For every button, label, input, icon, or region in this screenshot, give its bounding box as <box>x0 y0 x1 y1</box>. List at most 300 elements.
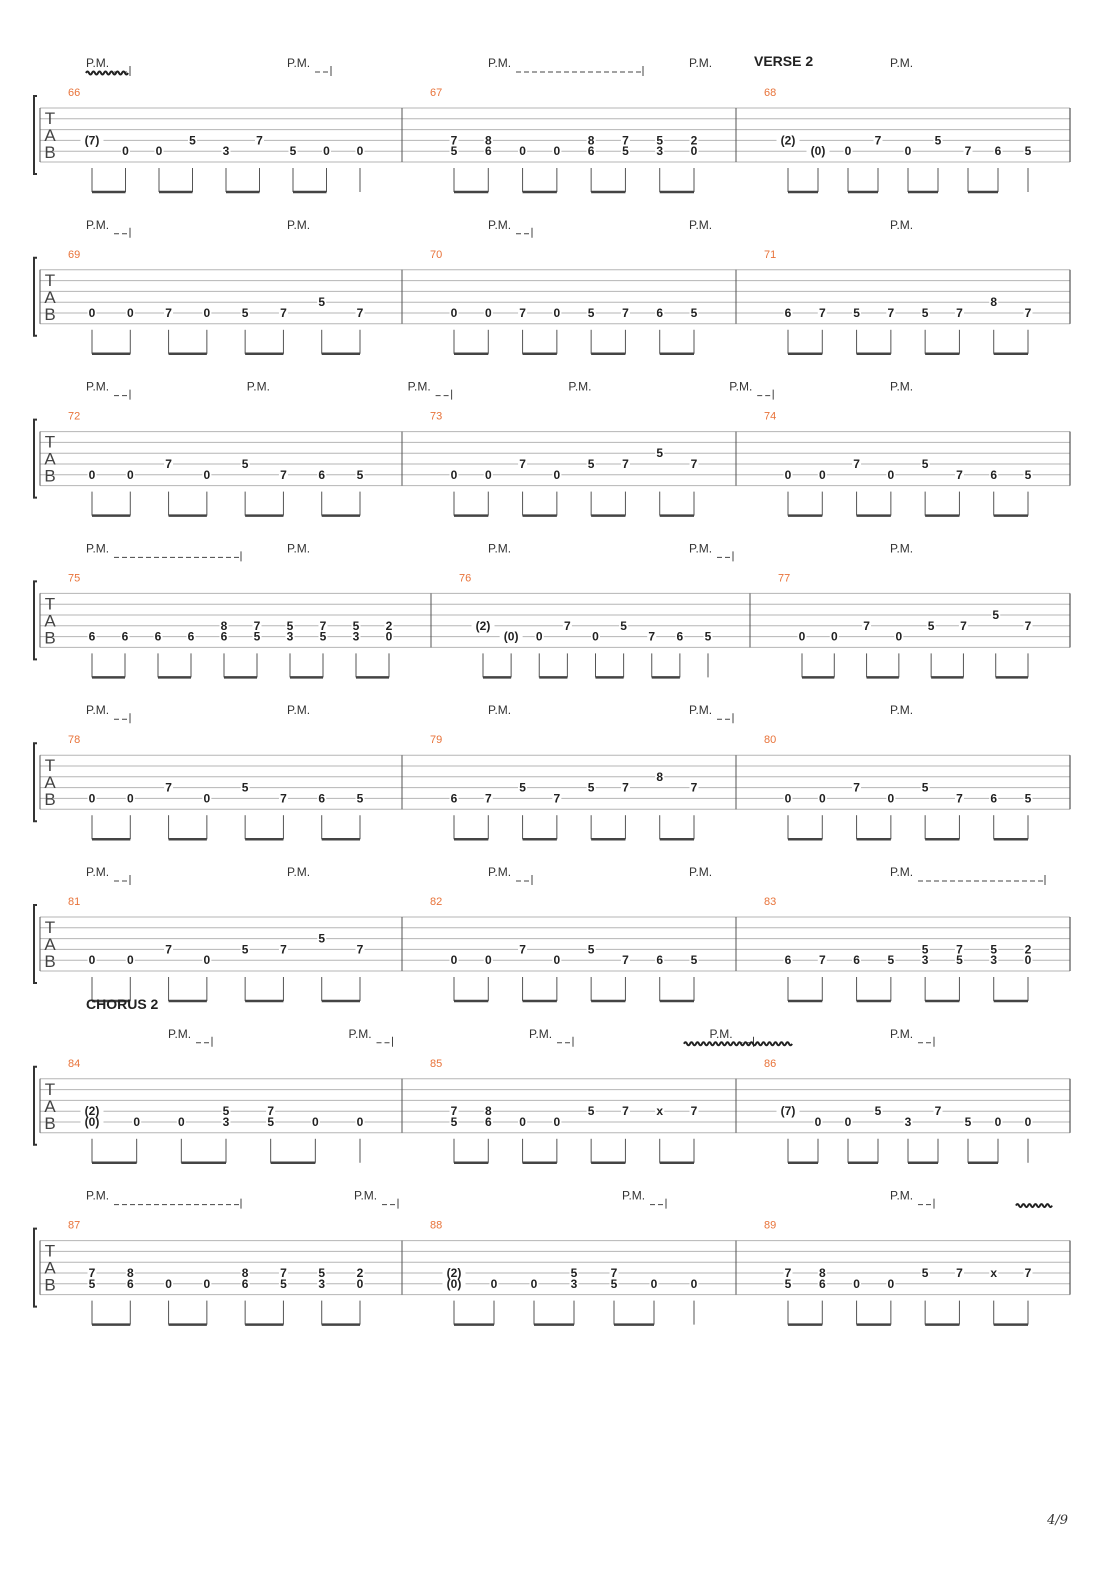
fret-number: 7 <box>622 133 629 148</box>
fret-number: 5 <box>289 144 297 159</box>
tab-clef-letter: T <box>44 1079 56 1099</box>
palm-mute-label: P.M. <box>890 217 914 232</box>
fret-number: 5 <box>622 144 629 159</box>
fret-number: 6 <box>990 791 998 806</box>
fret-number: (0) <box>446 1276 462 1291</box>
fret-number: (7) <box>780 1104 796 1119</box>
fret-number: 5 <box>921 942 929 957</box>
palm-mute-label: P.M. <box>86 217 110 232</box>
measure-number: 79 <box>430 734 443 747</box>
fret-number: 0 <box>1024 953 1032 968</box>
fret-number: 5 <box>319 629 327 644</box>
fret-number: 6 <box>587 144 595 159</box>
palm-mute-label: P.M. <box>890 56 914 70</box>
tab-system <box>34 551 1070 677</box>
tab-clef-letter: T <box>44 594 56 614</box>
tab-clef-letter: B <box>44 628 56 648</box>
fret-number: 0 <box>895 629 903 644</box>
fret-number: 5 <box>656 133 664 148</box>
section-label: CHORUS 2 <box>86 995 159 1012</box>
fret-number: 5 <box>253 629 261 644</box>
fret-number: 0 <box>530 1276 538 1291</box>
fret-number: 7 <box>622 780 629 795</box>
fret-number: 5 <box>450 144 458 159</box>
fret-number: 5 <box>450 1115 458 1129</box>
measure-number: 84 <box>68 1057 81 1070</box>
palm-mute-label: P.M. <box>488 703 512 718</box>
tab-system <box>34 713 1070 839</box>
tab-clef-letter: B <box>44 1113 56 1133</box>
tab-clef-letter: B <box>44 790 56 810</box>
fret-number: 7 <box>956 942 963 957</box>
system-bracket <box>34 258 37 336</box>
fret-number: 8 <box>241 1266 249 1280</box>
fret-number: 5 <box>222 1104 230 1119</box>
fret-number: 0 <box>126 953 134 968</box>
fret-number: 5 <box>570 1266 578 1280</box>
fret-number: 7 <box>356 306 364 320</box>
measure-number: 74 <box>764 410 777 423</box>
measure-number: 81 <box>68 896 81 908</box>
palm-mute-label: P.M. <box>689 541 713 556</box>
system-bracket <box>34 581 37 659</box>
fret-number: 7 <box>450 133 458 148</box>
fret-number: 7 <box>519 457 526 471</box>
fret-number: 7 <box>519 306 526 320</box>
fret-number: 7 <box>280 942 287 957</box>
fret-number: 0 <box>853 1276 860 1291</box>
vibrato-mark <box>684 1042 792 1045</box>
fret-number: 0 <box>553 306 561 320</box>
fret-number: 5 <box>587 306 595 320</box>
fret-number: 3 <box>904 1115 912 1129</box>
tab-clef-letter: A <box>44 449 56 469</box>
fret-number: 6 <box>784 306 792 320</box>
fret-number: 7 <box>853 457 860 471</box>
fret-number: 0 <box>450 953 458 968</box>
tab-clef-letter: A <box>44 1258 56 1278</box>
fret-number: 7 <box>519 942 526 957</box>
palm-mute-label: P.M. <box>689 56 713 70</box>
palm-mute-label: P.M. <box>890 379 914 394</box>
fret-number: 0 <box>830 629 838 644</box>
fret-number: 7 <box>690 457 698 471</box>
fret-number: 7 <box>818 306 826 320</box>
palm-mute-label: P.M. <box>287 541 311 556</box>
fret-number: 5 <box>610 1276 618 1291</box>
fret-number: 2 <box>385 618 393 633</box>
tab-system <box>34 1199 1070 1325</box>
fret-number: 5 <box>964 1115 972 1129</box>
fret-number: 6 <box>318 467 326 482</box>
page-number: 4/9 <box>1047 1513 1068 1528</box>
fret-number: 0 <box>126 467 134 482</box>
fret-number: 0 <box>784 467 792 482</box>
fret-number: 7 <box>956 791 963 806</box>
fret-number: 7 <box>280 306 287 320</box>
fret-number: 7 <box>887 306 895 320</box>
fret-number: 0 <box>553 144 561 159</box>
fret-number: 5 <box>1024 144 1032 159</box>
fret-number: 6 <box>484 1115 492 1129</box>
measure-number: 80 <box>764 734 777 747</box>
palm-mute-label: P.M. <box>86 56 110 70</box>
fret-number: 0 <box>553 953 561 968</box>
fret-number: 6 <box>818 1276 826 1291</box>
palm-mute-label: P.M. <box>287 703 311 718</box>
fret-number: 5 <box>318 931 326 946</box>
fret-number: x <box>656 1104 664 1119</box>
fret-number: 0 <box>592 629 599 644</box>
fret-number: 8 <box>656 769 664 784</box>
fret-number: 6 <box>121 629 129 644</box>
palm-mute-label: P.M. <box>86 1188 110 1203</box>
fret-number: 0 <box>553 467 561 482</box>
fret-number: 7 <box>165 457 172 471</box>
fret-number: 7 <box>280 1266 287 1280</box>
fret-number: 7 <box>690 1104 698 1119</box>
fret-number: 0 <box>155 144 163 159</box>
fret-number: 7 <box>165 780 172 795</box>
system-bracket <box>34 905 37 983</box>
fret-number: 0 <box>203 953 211 968</box>
fret-number: 7 <box>484 791 492 806</box>
fret-number: 7 <box>564 618 571 633</box>
palm-mute-label: P.M. <box>890 1026 914 1041</box>
fret-number: 5 <box>934 133 942 148</box>
fret-number: 5 <box>88 1276 96 1291</box>
palm-mute-label: P.M. <box>890 865 914 879</box>
fret-number: 5 <box>587 1104 595 1119</box>
fret-number: 7 <box>964 144 972 159</box>
fret-number: 0 <box>904 144 912 159</box>
fret-number: 0 <box>798 629 806 644</box>
palm-mute-label: P.M. <box>488 865 512 879</box>
fret-number: 0 <box>887 467 895 482</box>
fret-number: 3 <box>222 1115 230 1129</box>
fret-number: 5 <box>921 306 929 320</box>
fret-number: 0 <box>690 144 698 159</box>
tab-clef-letter: T <box>44 432 56 452</box>
fret-number: 5 <box>1024 467 1032 482</box>
measure-number: 73 <box>430 410 443 423</box>
tab-clef-letter: A <box>44 1096 56 1116</box>
fret-number: 5 <box>874 1104 882 1119</box>
system-bracket <box>34 420 37 498</box>
fret-number: 8 <box>818 1266 826 1280</box>
palm-mute-label: P.M. <box>86 865 110 879</box>
fret-number: 0 <box>994 1115 1002 1129</box>
measure-number: 68 <box>764 87 777 99</box>
fret-number: x <box>990 1266 998 1280</box>
fret-number: 3 <box>286 629 294 644</box>
fret-number: 6 <box>994 144 1002 159</box>
system-bracket <box>34 1067 37 1145</box>
fret-number: (0) <box>84 1115 100 1129</box>
palm-mute-label: P.M. <box>246 379 270 394</box>
tab-system <box>34 875 1070 1001</box>
measure-number: 88 <box>430 1219 443 1232</box>
fret-number: 5 <box>992 608 1000 622</box>
fret-number: 7 <box>622 1104 629 1119</box>
fret-number: 7 <box>319 618 327 633</box>
section-label: VERSE 2 <box>754 53 814 69</box>
fret-number: 5 <box>241 780 249 795</box>
fret-number: 8 <box>220 618 228 633</box>
tab-clef-letter: A <box>44 611 56 631</box>
fret-number: 0 <box>126 791 134 806</box>
fret-number: 8 <box>484 1104 492 1119</box>
fret-number: 7 <box>622 306 629 320</box>
fret-number: 6 <box>484 144 492 159</box>
fret-number: 3 <box>921 953 929 968</box>
fret-number: (2) <box>446 1266 462 1280</box>
fret-number: 0 <box>553 1115 561 1129</box>
fret-number: 6 <box>241 1276 249 1291</box>
fret-number: 0 <box>818 791 826 806</box>
fret-number: 0 <box>203 306 211 320</box>
fret-number: 8 <box>126 1266 134 1280</box>
fret-number: 5 <box>620 618 627 633</box>
tab-clef-letter: A <box>44 773 56 793</box>
fret-number: 6 <box>853 953 860 968</box>
fret-number: 7 <box>165 306 172 320</box>
fret-number: 2 <box>690 133 698 148</box>
fret-number: 0 <box>385 629 393 644</box>
fret-number: 7 <box>863 618 870 633</box>
fret-number: 0 <box>88 791 96 806</box>
fret-number: 6 <box>318 791 326 806</box>
fret-number: 6 <box>784 953 792 968</box>
fret-number: 7 <box>1024 306 1032 320</box>
palm-mute-label: P.M. <box>488 56 512 70</box>
fret-number: 0 <box>88 953 96 968</box>
fret-number: 0 <box>133 1115 141 1129</box>
measure-number: 69 <box>68 248 81 261</box>
vibrato-mark <box>86 72 128 75</box>
fret-number: 8 <box>587 133 595 148</box>
palm-mute-label: P.M. <box>568 379 592 394</box>
palm-mute-label: P.M. <box>689 865 713 879</box>
fret-number: 5 <box>352 618 360 633</box>
measure-number: 87 <box>68 1219 81 1232</box>
fret-number: 5 <box>356 791 364 806</box>
fret-number: 0 <box>88 306 96 320</box>
fret-number: 5 <box>587 780 595 795</box>
fret-number: 6 <box>450 791 458 806</box>
fret-number: 7 <box>934 1104 942 1119</box>
fret-number: 6 <box>990 467 998 482</box>
fret-number: 7 <box>88 1266 96 1280</box>
fret-number: 7 <box>450 1104 458 1119</box>
fret-number: 5 <box>286 618 294 633</box>
tab-system <box>34 66 1070 192</box>
fret-number: 7 <box>610 1266 618 1280</box>
fret-number: 5 <box>990 942 998 957</box>
palm-mute-label: P.M. <box>622 1188 646 1203</box>
fret-number: 0 <box>323 144 330 159</box>
fret-number: 7 <box>690 780 698 795</box>
fret-number: 8 <box>484 133 492 148</box>
palm-mute-label: P.M. <box>890 1188 914 1203</box>
palm-mute-label: P.M. <box>689 703 713 718</box>
measure-number: 78 <box>68 734 81 747</box>
palm-mute-label: P.M. <box>354 1188 378 1203</box>
fret-number: 5 <box>921 1266 929 1280</box>
fret-number: 0 <box>203 791 211 806</box>
fret-number: 0 <box>88 467 96 482</box>
fret-number: 3 <box>570 1276 578 1291</box>
system-bracket <box>34 743 37 821</box>
fret-number: 0 <box>126 306 134 320</box>
fret-number: 7 <box>280 467 287 482</box>
fret-number: 7 <box>553 791 561 806</box>
palm-mute-label: P.M. <box>529 1026 553 1041</box>
fret-number: 5 <box>704 629 712 644</box>
fret-number: (2) <box>84 1104 100 1119</box>
fret-number: 5 <box>189 133 196 148</box>
palm-mute-label: P.M. <box>407 379 431 394</box>
fret-number: 8 <box>990 295 998 310</box>
palm-mute-label: P.M. <box>287 217 311 232</box>
fret-number: 0 <box>450 467 458 482</box>
fret-number: 0 <box>818 467 826 482</box>
fret-number: 0 <box>844 144 852 159</box>
palm-mute-label: P.M. <box>348 1026 372 1041</box>
fret-number: 7 <box>1024 1266 1032 1280</box>
tab-system <box>34 228 1070 354</box>
tab-clef-letter: B <box>44 143 56 162</box>
fret-number: 3 <box>318 1276 326 1291</box>
palm-mute-label: P.M. <box>709 1026 733 1041</box>
fret-number: 7 <box>956 1266 963 1280</box>
fret-number: 5 <box>853 306 860 320</box>
tab-clef-letter: B <box>44 1275 56 1295</box>
fret-number: 7 <box>818 953 826 968</box>
measure-number: 70 <box>430 248 443 261</box>
fret-number: 0 <box>1024 1115 1032 1129</box>
fret-number: 0 <box>887 1276 895 1291</box>
fret-number: 6 <box>88 629 96 644</box>
fret-number: 5 <box>656 446 664 461</box>
fret-number: 7 <box>1024 618 1032 633</box>
fret-number: 7 <box>256 133 263 148</box>
fret-number: 7 <box>267 1104 275 1119</box>
tab-clef-letter: T <box>44 109 56 128</box>
fret-number: 0 <box>203 1276 211 1291</box>
tab-clef-letter: T <box>44 1241 56 1261</box>
fret-number: 6 <box>220 629 228 644</box>
tab-clef-letter: A <box>44 126 56 145</box>
fret-number: 5 <box>587 457 595 471</box>
palm-mute-label: P.M. <box>168 1026 192 1041</box>
fret-number: 0 <box>650 1276 658 1291</box>
system-bracket <box>34 96 37 174</box>
fret-number: 0 <box>177 1115 185 1129</box>
fret-number: 6 <box>676 629 684 644</box>
fret-number: 5 <box>519 780 526 795</box>
fret-number: 0 <box>484 953 492 968</box>
fret-number: 7 <box>956 467 963 482</box>
fret-number: 3 <box>990 953 998 968</box>
fret-number: 0 <box>356 144 364 159</box>
fret-number: 0 <box>887 791 895 806</box>
tab-clef-letter: B <box>44 952 56 971</box>
fret-number: 0 <box>484 467 492 482</box>
fret-number: 5 <box>318 1266 326 1280</box>
fret-number: 0 <box>535 629 543 644</box>
measure-number: 85 <box>430 1057 443 1070</box>
fret-number: 0 <box>490 1276 498 1291</box>
measure-number: 67 <box>430 87 443 99</box>
fret-number: 0 <box>122 144 129 159</box>
fret-number: 7 <box>622 457 629 471</box>
fret-number: 3 <box>352 629 360 644</box>
fret-number: 0 <box>844 1115 852 1129</box>
fret-number: 5 <box>887 953 895 968</box>
fret-number: 5 <box>241 942 249 957</box>
fret-number: 7 <box>960 618 967 633</box>
fret-number: 2 <box>1024 942 1032 957</box>
palm-mute-label: P.M. <box>729 379 753 394</box>
tab-clef-letter: B <box>44 304 56 324</box>
fret-number: 5 <box>241 457 249 471</box>
fret-number: 0 <box>165 1276 172 1291</box>
system-bracket <box>34 1229 37 1307</box>
fret-number: 0 <box>203 467 211 482</box>
fret-number: 3 <box>656 144 664 159</box>
fret-number: 5 <box>318 295 326 310</box>
fret-number: 5 <box>690 306 698 320</box>
fret-number: 7 <box>648 629 656 644</box>
fret-number: 6 <box>187 629 195 644</box>
measure-number: 83 <box>764 896 777 908</box>
fret-number: 5 <box>241 306 249 320</box>
fret-number: 0 <box>450 306 458 320</box>
fret-number: 7 <box>356 942 364 957</box>
fret-number: (2) <box>780 133 796 148</box>
measure-number: 86 <box>764 1057 777 1070</box>
tab-clef-letter: B <box>44 466 56 486</box>
palm-mute-label: P.M. <box>689 217 713 232</box>
fret-number: 5 <box>921 780 929 795</box>
palm-mute-label: P.M. <box>890 703 914 718</box>
fret-number: 5 <box>927 618 935 633</box>
fret-number: 5 <box>356 467 364 482</box>
fret-number: 7 <box>784 1266 792 1280</box>
fret-number: 5 <box>690 953 698 968</box>
fret-number: 7 <box>253 618 261 633</box>
fret-number: 2 <box>356 1266 364 1280</box>
fret-number: 0 <box>356 1276 364 1291</box>
fret-number: 5 <box>587 942 595 957</box>
tab-system <box>34 390 1070 516</box>
palm-mute-label: P.M. <box>890 541 914 556</box>
fret-number: 3 <box>222 144 230 159</box>
fret-number: (0) <box>810 144 826 159</box>
fret-number: 5 <box>1024 791 1032 806</box>
fret-number: 0 <box>690 1276 698 1291</box>
palm-mute-label: P.M. <box>488 217 512 232</box>
fret-number: 0 <box>484 306 492 320</box>
measure-number: 66 <box>68 87 81 99</box>
fret-number: 5 <box>280 1276 287 1291</box>
fret-number: 5 <box>921 457 929 471</box>
measure-number: 76 <box>459 572 472 585</box>
palm-mute-label: P.M. <box>287 56 311 70</box>
fret-number: 6 <box>126 1276 134 1291</box>
measure-number: 75 <box>68 572 81 585</box>
